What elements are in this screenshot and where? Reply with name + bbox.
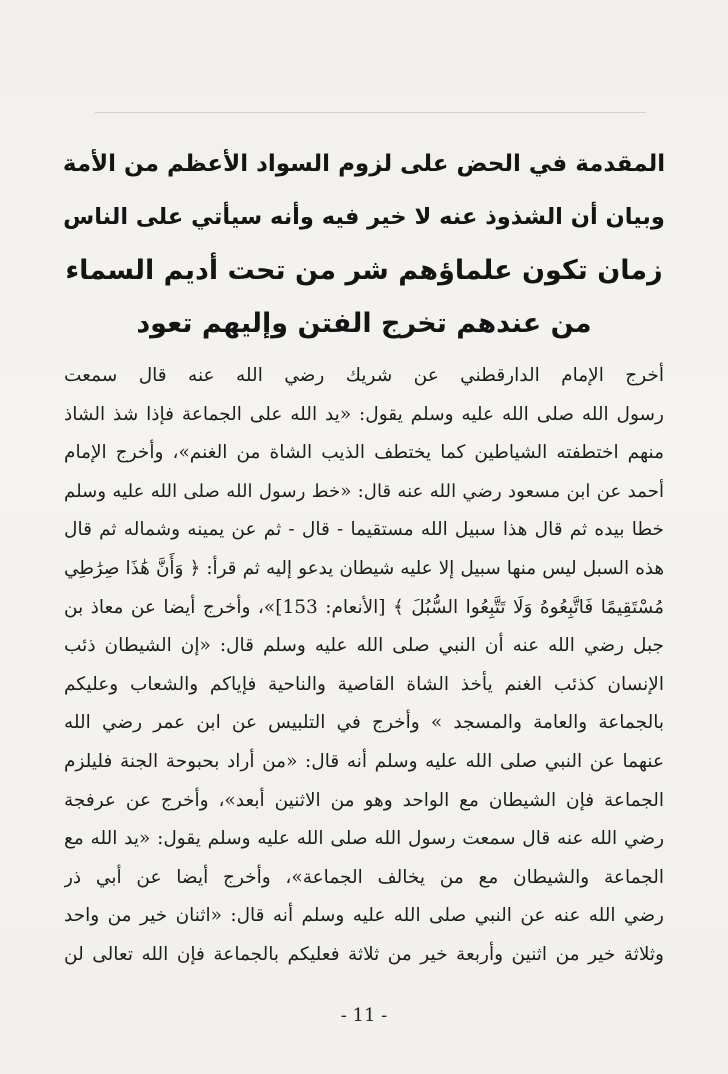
text-line: رسول الله صلى الله عليه وسلم يقول: «يد الله على الجماعة فإذا شذ الشاذ — [64, 403, 664, 425]
text-line: الإنسان كذئب الغنم يأخذ الشاة القاصية والناحية فإياكم والشعاب وعليكم — [64, 673, 664, 695]
heading-line: وبيان أن الشذوذ عنه لا خير فيه وأنه سيأتي على الناس — [63, 204, 665, 230]
page-number: - 11 - — [340, 1005, 388, 1026]
text-line: الجماعة والشيطان مع من يخالف الجماعة»، وأخرج أيضا عن أبي ذر — [64, 866, 664, 888]
chapter-heading — [60, 138, 668, 350]
text-line: وثلاثة خير من اثنين وأربعة خير من ثلاثة فعليكم بالجماعة فإن الله تعالى لن — [64, 943, 664, 965]
heading-line: المقدمة في الحض على لزوم السواد الأعظم من الأمة — [62, 151, 666, 177]
show-through-rule — [95, 112, 646, 113]
text-line: بالجماعة والعامة والمسجد » وأخرج في التلبيس عن ابن عمر رضي الله — [64, 712, 664, 734]
body-text — [64, 357, 664, 975]
text-line: رضي الله عنه عن النبي صلى الله عليه وسلم أنه قال: «اثنان خير من واحد — [64, 905, 664, 927]
text-line: أخرج الإمام الدارقطني عن شريك رضي الله عنه قال سمعت — [64, 365, 664, 386]
text-line: مُسْتَقِيمًا فَاتَّبِعُوهُ وَلَا تَتَّبِعُوا السُّبُلَ ﴾ [الأنعام: 153]»، وأخرج أيضا عن معاذ بن — [64, 596, 664, 618]
text-line: هذه السبل ليس منها سبيل إلا عليه شيطان يدعو إليه ثم قرأ: ﴿ وَأَنَّ هَٰذَا صِرَٰطِي — [64, 557, 664, 579]
text-line: جبل رضي الله عنه أن النبي صلى الله عليه وسلم قال: «إن الشيطان ذئب — [64, 635, 664, 657]
text-line: عنهما عن النبي صلى الله عليه وسلم أنه قال: «من أراد بحبوحة الجنة فليلزم — [64, 750, 664, 772]
text-line: أحمد عن ابن مسعود رضي الله عنه قال: «خط رسول الله صلى الله عليه وسلم — [64, 480, 664, 502]
text-line: منهم اختطفته الشياطين كما يختطف الذيب الشاة من الغنم»، وأخرج الإمام — [64, 442, 664, 464]
text-line: الجماعة فإن الشيطان مع الواحد وهو من الاثنين أبعد»، وأخرج عن عرفجة — [64, 789, 664, 811]
text-line: خطا بيده ثم قال هذا سبيل الله مستقيما - قال - ثم عن يمينه وشماله ثم قال — [64, 519, 664, 541]
heading-line: من عندهم تخرج الفتن وإليهم تعود — [136, 308, 592, 339]
heading-line: زمان تكون علماؤهم شر من تحت أديم السماء — [65, 255, 663, 286]
text-line: رضي الله عنه قال سمعت رسول الله صلى الله عليه وسلم يقول: «يد الله مع — [64, 828, 664, 850]
